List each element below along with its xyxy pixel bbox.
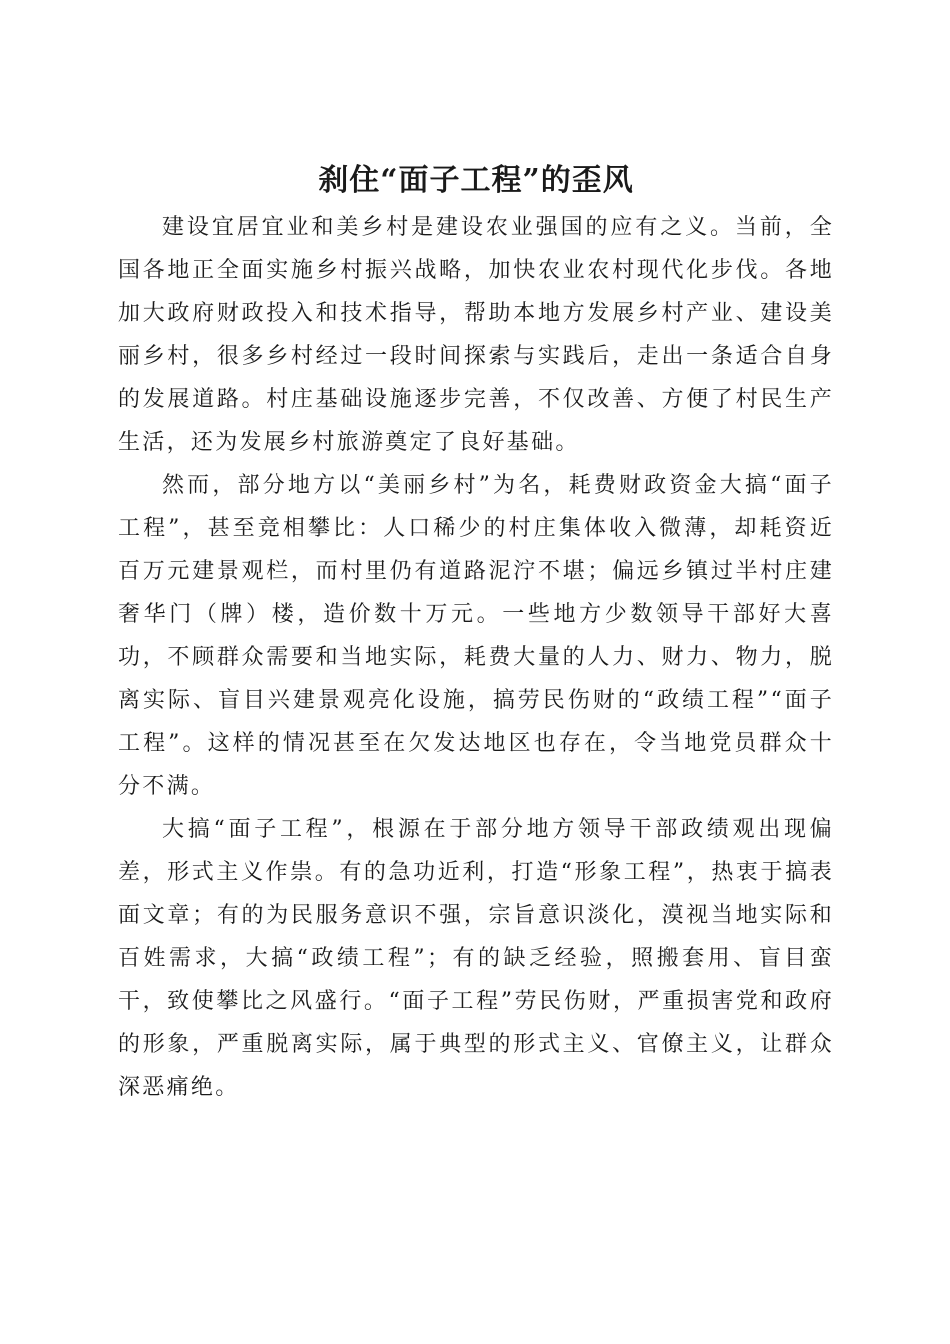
document-title: 刹住“面子工程”的歪风 bbox=[318, 163, 634, 199]
paragraph-2: 然而，部分地方以“美丽乡村”为名，耗费财政资金大搞“面子工程”，甚至竞相攀比：人口稀少的村庄集体收入微薄，却耗资近百万元建景观栏，而村里仍有道路泥泞不堪；偏远乡镇过半村庄建奢华门（牌）楼，造价数十万元。一些地方少数领导干部好大喜功，不顾群众需要和当地实际，耗费大量的人力、财力、物力，脱离实际、盲目兴建景观亮化设施，搞劳民伤财的“政绩工程”“面子工程”。这样的情况甚至在欠发达地区也存在，令当地党员群众十分不满。 bbox=[118, 473, 834, 799]
paragraph-1: 建设宜居宜业和美乡村是建设农业强国的应有之义。当前，全国各地正全面实施乡村振兴战略，加快农业农村现代化步伐。各地加大政府财政投入和技术指导，帮助本地方发展乡村产业、建设美丽乡村，很多乡村经过一段时间探索与实践后，走出一条适合自身的发展道路。村庄基础设施逐步完善，不仅改善、方便了村民生产生活，还为发展乡村旅游奠定了良好基础。 bbox=[118, 215, 834, 455]
document-body bbox=[118, 206, 834, 1109]
paragraph-3: 大搞“面子工程”，根源在于部分地方领导干部政绩观出现偏差，形式主义作祟。有的急功近利，打造“形象工程”，热衷于搞表面文章；有的为民服务意识不强，宗旨意识淡化，漠视当地实际和百姓需求，大搞“政绩工程”；有的缺乏经验，照搬套用、盲目蛮干，致使攀比之风盛行。“面子工程”劳民伤财，严重损害党和政府的形象，严重脱离实际，属于典型的形式主义、官僚主义，让群众深恶痛绝。 bbox=[118, 817, 834, 1100]
